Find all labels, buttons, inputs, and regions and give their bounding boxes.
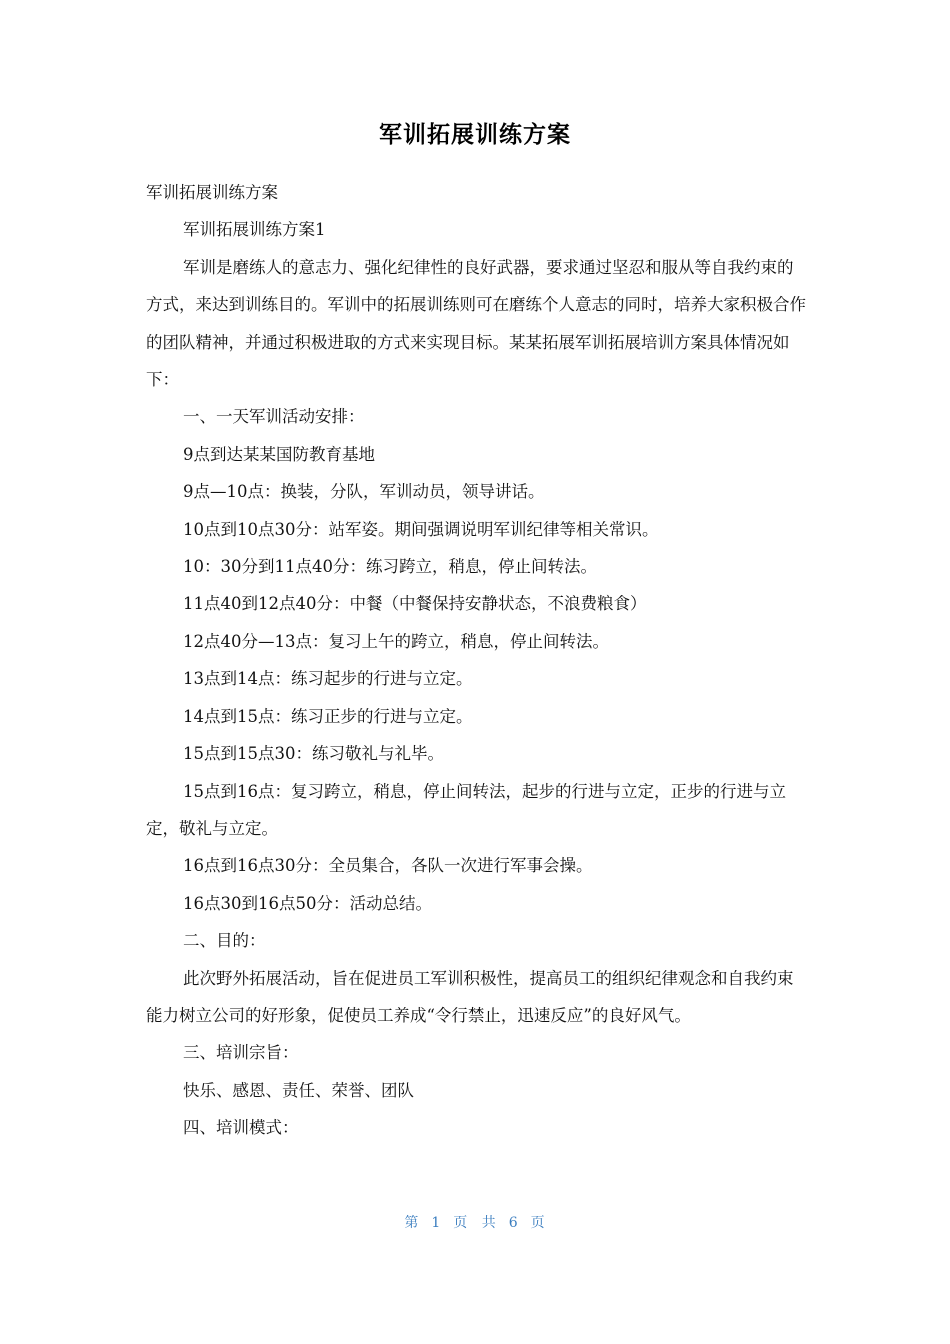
paragraph: 军训拓展训练方案1 (183, 220, 326, 240)
paragraph: 二、目的： (183, 931, 266, 951)
paragraph: 9点到达某某国防教育基地 (183, 444, 375, 464)
paragraph: 15点到15点30：练习敬礼与礼毕。 (183, 744, 444, 764)
paragraph: 14点到15点：练习正步的行进与立定。 (183, 706, 473, 726)
document-title: 军训拓展训练方案 (379, 122, 571, 148)
paragraph: 快乐、感恩、责任、荣誉、团队 (183, 1080, 414, 1100)
footer-label-end: 页 (530, 1215, 546, 1231)
paragraph: 军训拓展训练方案 (146, 183, 278, 202)
paragraph: 四、培训模式： (183, 1118, 299, 1138)
paragraph: 16点到16点30分：全员集合，各队一次进行军事会操。 (183, 856, 593, 876)
document-body (146, 174, 806, 1147)
paragraph: 12点40分—13点：复习上午的跨立，稍息，停止间转法。 (183, 631, 609, 651)
paragraph: 10点到10点30分：站军姿。期间强调说明军训纪律等相关常识。 (183, 519, 659, 539)
footer-label-of: 页 共 (453, 1215, 497, 1231)
paragraph: 16点30到16点50分：活动总结。 (183, 893, 432, 913)
paragraph: 军训是磨练人的意志力、强化纪律性的良好武器，要求通过坚忍和服从等自我约束的方式，来达到训练目的。军训中的拓展训练则可在磨练个人意志的同时，培养大家积极合作的团队精神，并通过积极进取的方式来实现目标。某某拓展军训拓展培训方案具体情况如下： (146, 257, 806, 390)
footer-current-page: 1 (431, 1215, 442, 1231)
paragraph: 9点—10点：换装，分队，军训动员，领导讲话。 (183, 482, 545, 502)
paragraph: 三、培训宗旨： (183, 1043, 299, 1063)
paragraph: 10：30分到11点40分：练习跨立，稍息，停止间转法。 (183, 557, 597, 577)
page-footer (0, 1212, 950, 1232)
footer-total-pages: 6 (508, 1215, 519, 1231)
paragraph: 13点到14点：练习起步的行进与立定。 (183, 669, 473, 689)
paragraph: 一、一天军训活动安排： (183, 407, 365, 427)
paragraph: 此次野外拓展活动，旨在促进员工军训积极性，提高员工的组织纪律观念和自我约束能力树立公司的好形象，促使员工养成“令行禁止，迅速反应”的良好风气。 (146, 968, 794, 1025)
paragraph: 11点40到12点40分：中餐（中餐保持安静状态，不浪费粮食） (183, 594, 647, 614)
footer-label-page: 第 (404, 1215, 420, 1231)
paragraph: 15点到16点：复习跨立，稍息，停止间转法，起步的行进与立定，正步的行进与立定，敬礼与立定。 (146, 781, 786, 838)
